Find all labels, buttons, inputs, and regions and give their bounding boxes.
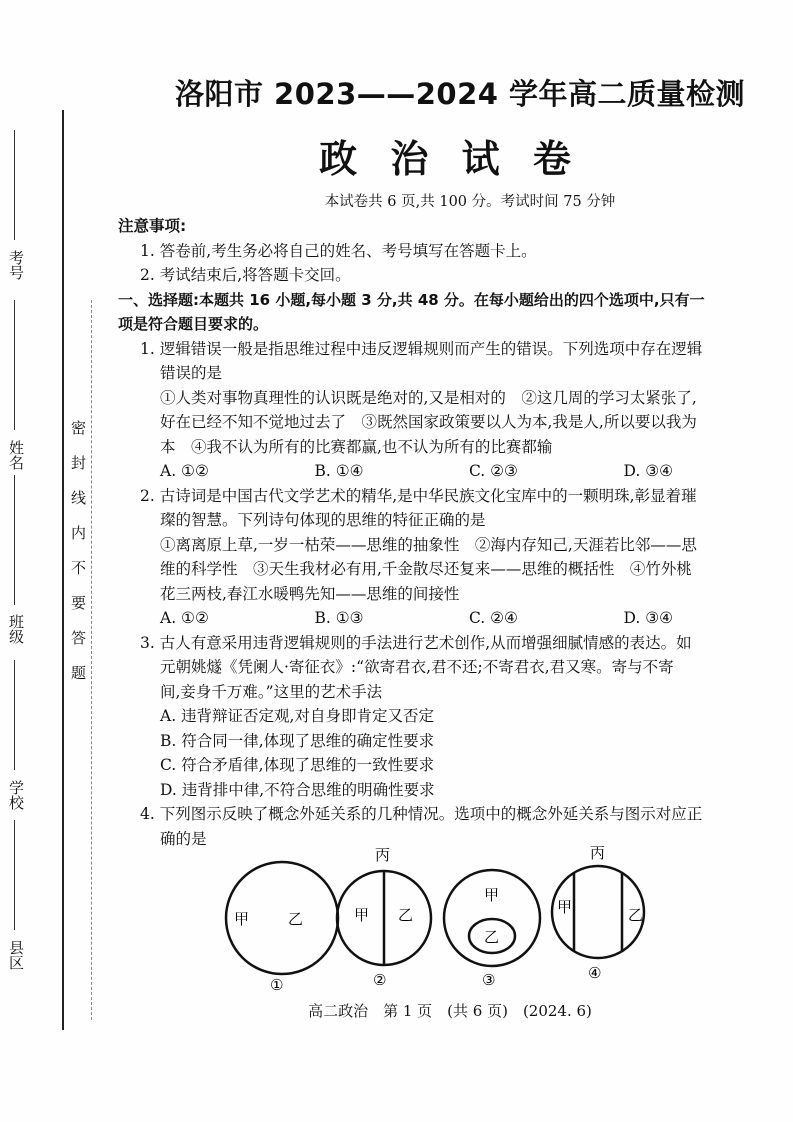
exam-body xyxy=(118,214,778,851)
page-footer: 高二政治 第 1 页 (共 6 页) (2024. 6) xyxy=(308,1002,592,1020)
question-4-stem-cont: 确的是 xyxy=(160,829,207,848)
exam-info: 本试卷共 6 页,共 100 分。考试时间 75 分钟 xyxy=(324,194,616,210)
label-bing: 丙 xyxy=(590,844,606,862)
label-yi: 乙 xyxy=(288,910,304,928)
option-b[interactable]: B. ①③ xyxy=(314,609,364,627)
notes-heading: 注意事项: xyxy=(118,217,187,235)
seal-line xyxy=(91,300,92,1020)
label-jia: 甲 xyxy=(234,910,250,928)
question-2-stem-cont: 璨的智慧。下列诗句体现的思维的特征正确的是 xyxy=(160,511,486,529)
question-2-stem: 2. 古诗词是中国古代文学艺术的精华,是中华民族文化宝库中的一颗明珠,彰显着璀 xyxy=(140,486,697,505)
label-yi: 乙 xyxy=(398,906,414,924)
diagram-1 xyxy=(226,862,338,994)
exam-title: 洛阳市 2023——2024 学年高二质量检测 xyxy=(174,77,746,111)
label-yi: 乙 xyxy=(484,928,500,946)
subject-title: 政 治 试 卷 xyxy=(319,137,581,181)
label-yi: 乙 xyxy=(628,906,644,924)
question-2-statement: ①离离原上草,一岁一枯荣——思维的抽象性 ②海内存知己,天涯若比邻——思 xyxy=(160,535,697,554)
option-c[interactable]: C. ②③ xyxy=(469,462,518,480)
class-label: 班级 xyxy=(7,614,25,644)
diagram-3 xyxy=(444,870,540,989)
diagram-number: ② xyxy=(373,971,387,989)
seal-notice: 密封线内不要答题 xyxy=(69,420,87,700)
question-3-stem-cont: 间,妾身千万难。”这里的艺术手法 xyxy=(160,682,383,701)
option-b[interactable]: B. ①④ xyxy=(314,462,364,480)
option-c[interactable]: C. ②④ xyxy=(469,609,518,627)
county-label: 县区 xyxy=(7,940,25,970)
label-bing: 丙 xyxy=(375,846,391,864)
question-3-stem: 3. 古人有意采用违背逻辑规则的手法进行艺术创作,从而增强细腻情感的表达。如 xyxy=(140,633,692,652)
question-1-stem-cont: 错误的是 xyxy=(160,364,223,382)
option-c[interactable]: C. 符合矛盾律,体现了思维的一致性要求 xyxy=(160,756,435,774)
diagram-number: ④ xyxy=(588,964,602,982)
question-1-options xyxy=(118,459,778,484)
option-b[interactable]: B. 符合同一律,体现了思维的确定性要求 xyxy=(160,731,435,750)
question-2-options xyxy=(118,606,778,631)
question-1-statement: 好在已经不知不觉地过去了 ③既然国家政策要以人为本,我是人,所以要以我为 xyxy=(160,413,697,431)
label-jia: 甲 xyxy=(354,906,370,924)
option-a[interactable]: A. ①② xyxy=(160,462,209,480)
label-jia: 甲 xyxy=(557,898,573,916)
school-label: 学校 xyxy=(7,780,25,810)
county-field[interactable] xyxy=(14,820,15,930)
school-field[interactable] xyxy=(14,660,15,770)
question-4-stem: 4. 下列图示反映了概念外延关系的几种情况。选项中的概念外延关系与图示对应正 xyxy=(140,805,703,823)
exam-number-field[interactable] xyxy=(14,130,15,240)
diagram-4 xyxy=(552,844,644,982)
question-1-statement: ①人类对事物真理性的认识既是绝对的,又是相对的 ②这几周的学习太紧张了, xyxy=(160,388,697,407)
option-d[interactable]: D. 违背排中律,不符合思维的明确性要求 xyxy=(160,780,435,799)
name-label: 姓名 xyxy=(7,440,25,470)
section-heading-cont: 项是符合题目要求的。 xyxy=(118,315,269,333)
question-1-stem: 1. 逻辑错误一般是指思维过程中违反逻辑规则而产生的错误。下列选项中存在逻辑 xyxy=(140,339,703,358)
section-heading: 一、选择题:本题共 16 小题,每小题 3 分,共 48 分。在每小题给出的四个选项中,只有一 xyxy=(118,290,705,309)
binding-line xyxy=(62,110,64,1030)
question-2-statement: 维的科学性 ③天生我材必有用,千金散尽还复来——思维的概括性 ④竹外桃 xyxy=(160,560,692,578)
option-a[interactable]: A. ①② xyxy=(160,609,209,627)
question-2-statement: 花三两枝,春江水暖鸭先知——思维的间接性 xyxy=(160,584,460,603)
option-a[interactable]: A. 违背辩证否定观,对自身即肯定又否定 xyxy=(160,707,434,725)
question-3-stem-cont: 元朝姚燧《凭阑人·寄征衣》:“欲寄君衣,君不还;不寄君衣,君又寒。寄与不寄 xyxy=(160,658,674,676)
name-field[interactable] xyxy=(14,300,15,430)
option-d[interactable]: D. ③④ xyxy=(623,609,674,627)
class-field[interactable] xyxy=(14,475,15,605)
diagram-number: ③ xyxy=(482,971,496,989)
exam-number-label: 考号 xyxy=(7,250,25,280)
question-1-statement: 本 ④我不认为所有的比赛都赢,也不认为所有的比赛都输 xyxy=(160,437,553,456)
note-item: 2. 考试结束后,将答题卡交回。 xyxy=(140,266,351,284)
note-item: 1. 答卷前,考生务必将自己的姓名、考号填写在答题卡上。 xyxy=(140,241,537,260)
concept-extension-diagram xyxy=(220,840,680,1000)
option-d[interactable]: D. ③④ xyxy=(623,462,674,480)
label-jia: 甲 xyxy=(484,886,500,904)
diagram-2 xyxy=(337,846,431,989)
diagram-number: ① xyxy=(270,976,284,994)
